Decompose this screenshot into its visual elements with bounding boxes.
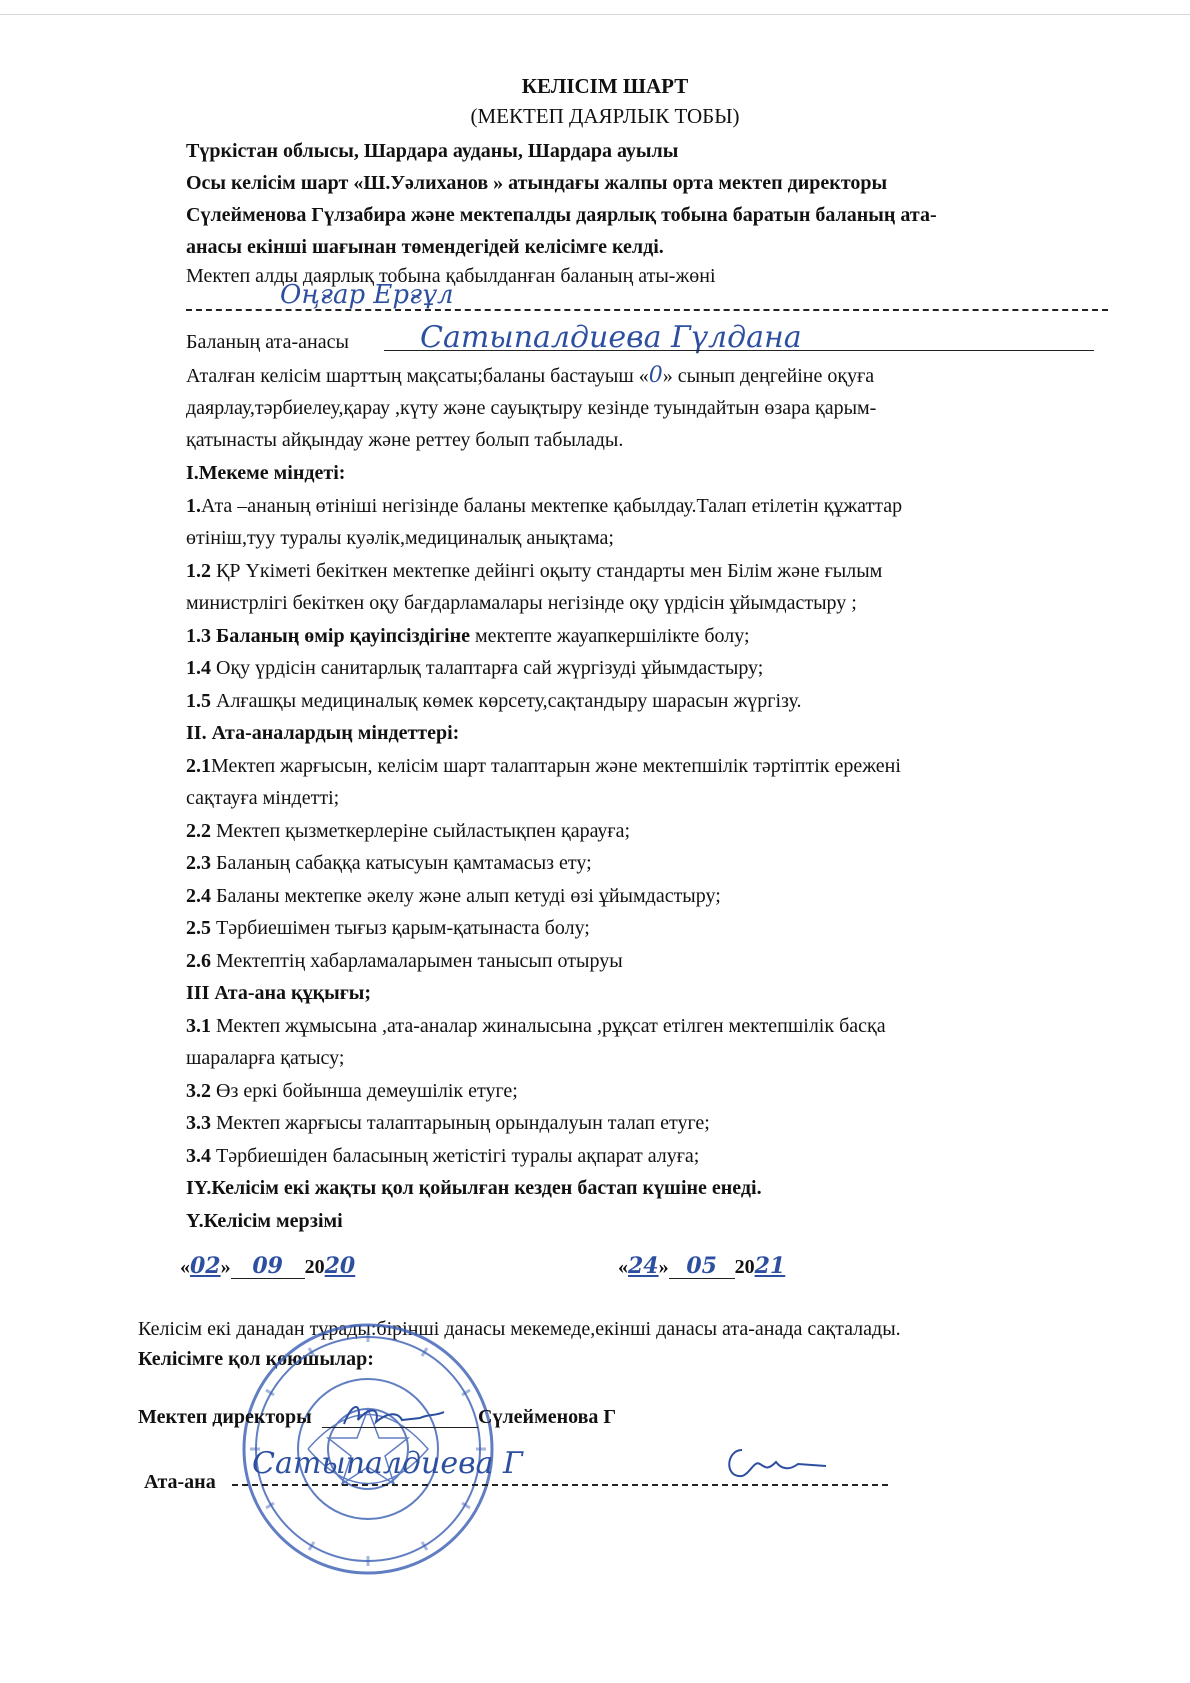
purpose-line-3: қатынасты айқындау және реттеу болып табылады. — [186, 429, 624, 451]
end-date-year: 21 — [754, 1253, 786, 1279]
section-3-item-4: 3.4 Тәрбиешіден баласының жетістігі туралы ақпарат алуға; — [186, 1145, 700, 1167]
signers-heading: Келісімге қол қоюшылар: — [138, 1348, 374, 1370]
intro-line-1: Түркістан облысы, Шардара ауданы, Шардара ауылы — [186, 140, 679, 162]
section-2-item-6: 2.6 Мектептің хабарламаларымен танысып отыруы — [186, 950, 623, 972]
child-name-dashed-line — [186, 309, 1108, 311]
section-1-item-2-cont: министрлігі бекіткен оқу бағдарламалары негізінде оқу үрдісін ұйымдастыру ; — [186, 592, 857, 614]
purpose-line-1-start: Аталған келісім шарттың мақсаты;баланы бастауыш « — [186, 365, 649, 387]
section-2-heading: II. Ата-аналардың міндеттері: — [186, 722, 460, 744]
parent-name-underline — [384, 350, 1094, 351]
director-name: Сүлейменова Г — [478, 1406, 617, 1428]
section-1-item-3: 1.3 Баланың өмір қауіпсіздігіне мектепте жауапкершілікте болу; — [186, 625, 750, 647]
parent-signature-icon — [720, 1440, 830, 1489]
parent-name-handwritten: Сатыпалдиева Гүлдана — [420, 320, 802, 355]
section-2-item-3: 2.3 Баланың сабаққа катысуын қамтамасыз ету; — [186, 852, 592, 874]
section-1-item-2: 1.2 ҚР Үкіметі бекіткен мектепке дейінгі оқыту стандарты мен Білім және ғылым — [186, 560, 883, 582]
section-4-heading: IY.Келісім екі жақты қол қойылған кезден бастап күшіне енеді. — [186, 1177, 762, 1199]
section-1-item-4: 1.4 Оқу үрдісін санитарлық талаптарға сай жүргізуді ұйымдастыру; — [186, 657, 764, 679]
director-label: Мектеп директоры — [138, 1406, 312, 1428]
start-date-day: 02 — [190, 1253, 221, 1279]
section-2-item-1-cont: сақтауға міндетті; — [186, 787, 340, 809]
parent-name-signature: Сатыпалдиева Г — [252, 1446, 523, 1481]
section-3-heading: III Ата-ана құқығы; — [186, 982, 372, 1004]
section-3-item-2: 3.2 Өз еркі бойынша демеушілік етуге; — [186, 1080, 518, 1102]
start-date-month: 09 — [231, 1254, 305, 1279]
section-3-item-1-cont: шараларға қатысу; — [186, 1047, 345, 1069]
section-2-item-2: 2.2 Мектеп қызметкерлеріне сыйластықпен қарауға; — [186, 820, 631, 842]
parent-name-label: Баланың ата-анасы — [186, 331, 349, 353]
purpose-line-2: даярлау,тәрбиелеу,қарау ,күту және сауықтыру кезінде туындайтын өзара қарым- — [186, 397, 877, 419]
director-signature-icon — [340, 1398, 450, 1437]
start-date: «02» 09 2020 — [180, 1253, 356, 1279]
grade-handwritten: 0 — [648, 363, 663, 388]
purpose-line-1-end: » сынып деңгейіне оқуға — [662, 365, 875, 387]
end-date-day: 24 — [628, 1253, 659, 1279]
parent-signature-label: Ата-ана — [144, 1471, 216, 1493]
section-1-item-5: 1.5 Алғашқы медициналық көмек көрсету,сақтандыру шарасын жүргізу. — [186, 690, 802, 712]
end-date-month: 05 — [669, 1254, 735, 1279]
document-title: КЕЛІСІМ ШАРТ — [521, 74, 689, 98]
section-3-item-1: 3.1 Мектеп жұмысына ,ата-аналар жиналысына ,рұқсат етілген мектепшілік басқа — [186, 1015, 886, 1037]
end-date: «24» 05 2021 — [618, 1253, 786, 1279]
section-1-item-1-cont: өтініш,туу туралы куәлік,медициналық анықтама; — [186, 527, 614, 549]
section-2-item-5: 2.5 Тәрбиешімен тығыз қарым-қатынаста болу; — [186, 917, 590, 939]
page-top-edge — [0, 14, 1190, 15]
section-2-item-1: 2.1Мектеп жарғысын, келісім шарт талаптарын және мектепшілік тәртіптік ережені — [186, 755, 901, 777]
copies-note: Келісім екі данадан тұрады:бірінші данасы мекемеде,екінші данасы ата-анада сақталады. — [138, 1318, 901, 1340]
intro-line-4: анасы екінші шағынан төмендегідей келісімге келді. — [186, 236, 664, 258]
section-1-heading: I.Мекеме міндеті: — [186, 462, 346, 484]
section-2-item-4: 2.4 Баланы мектепке әкелу және алып кетуді өзі ұйымдастыру; — [186, 885, 721, 907]
section-5-heading: Y.Келісім мерзімі — [186, 1210, 343, 1232]
intro-line-2: Осы келісім шарт «Ш.Уәлиханов » атындағы жалпы орта мектеп директоры — [186, 172, 888, 194]
child-name-label: Мектеп алды даярлық тобына қабылданған баланың аты-жөні — [186, 265, 716, 287]
section-1-item-1: 1.Ата –ананың өтініші негізінде баланы мектепке қабылдау.Талап етілетін құжаттар — [186, 495, 903, 517]
document-subtitle: (МЕКТЕП ДАЯРЛЫК ТОБЫ) — [470, 104, 740, 128]
start-date-year: 20 — [324, 1253, 356, 1279]
purpose-line-1 — [186, 364, 874, 388]
child-name-handwritten: Оңғар Ерғұл — [280, 280, 454, 310]
section-3-item-3: 3.3 Мектеп жарғысы талаптарының орындалуын талап етуге; — [186, 1112, 710, 1134]
intro-line-3: Сүлейменова Гүлзабира және мектепалды даярлық тобына баратын баланың ата- — [186, 204, 937, 226]
